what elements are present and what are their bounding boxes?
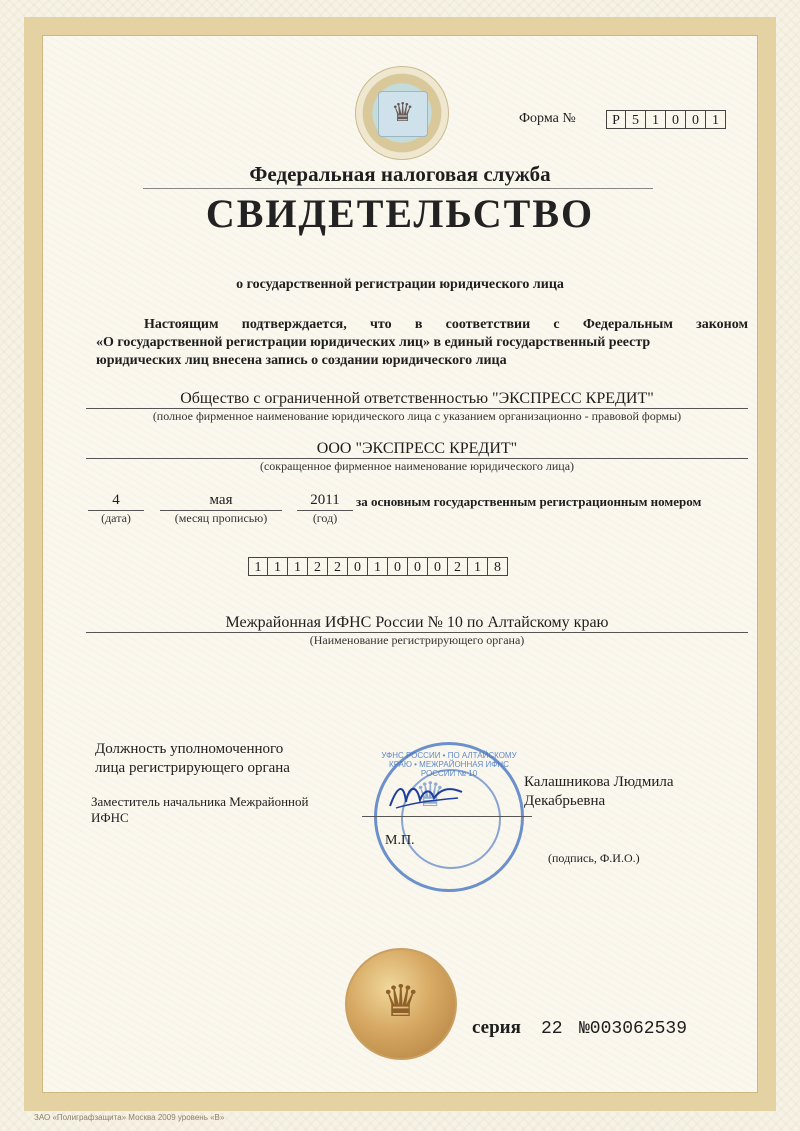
seal-place-mark: М.П.	[385, 833, 415, 848]
official-stamp	[374, 742, 524, 892]
ogrn-digit: 1	[368, 557, 388, 576]
intro-line-1: Настоящим подтверждается, что в соответствии с Федеральным законом	[144, 317, 748, 332]
ogrn-number-boxes	[248, 557, 508, 576]
short-name-caption: (сокращенное фирменное наименование юридического лица)	[259, 459, 575, 473]
ogrn-digit: 0	[428, 557, 448, 576]
registration-day: 4	[112, 492, 120, 508]
form-digit: 5	[626, 110, 646, 129]
form-digit: 0	[666, 110, 686, 129]
intro-line-2: «О государственной регистрации юридических лиц» в единый государственный реестр	[96, 335, 651, 350]
series-value: 22	[541, 1019, 563, 1039]
stamp-eagle-icon: ♛	[415, 777, 446, 814]
ogrn-digit: 1	[248, 557, 268, 576]
agency-name: Федеральная налоговая служба	[249, 162, 551, 186]
ogrn-digit: 0	[408, 557, 428, 576]
official-title-line-2: ИФНС	[91, 810, 129, 825]
printer-imprint: ЗАО «Полиграфзащита» Москва 2009 уровень «В»	[34, 1113, 225, 1122]
short-company-name: ООО "ЭКСПРЕСС КРЕДИТ"	[316, 440, 518, 457]
form-digit: Р	[606, 110, 626, 129]
ogrn-digit: 1	[288, 557, 308, 576]
form-digit: 0	[686, 110, 706, 129]
ogrn-digit: 1	[468, 557, 488, 576]
position-label-line-2: лица регистрирующего органа	[95, 760, 290, 776]
full-company-name: Общество с ограниченной ответственностью "ЭКСПРЕСС КРЕДИТ"	[180, 390, 654, 407]
ogrn-digit: 8	[488, 557, 508, 576]
form-digit: 1	[646, 110, 666, 129]
ogrn-digit: 1	[268, 557, 288, 576]
seal-eagle-icon: ♛	[381, 977, 421, 1026]
signature-icon	[386, 778, 466, 814]
serial-number: №003062539	[579, 1019, 688, 1039]
stamp-text: УФНС РОССИИ • ПО АЛТАЙСКОМУ КРАЮ • МЕЖРАЙОННАЯ ИФНС РОССИИ № 10	[381, 751, 517, 778]
month-caption: (месяц прописью)	[174, 511, 268, 525]
form-digit: 1	[706, 110, 726, 129]
authority-caption: (Наименование регистрирующего органа)	[309, 633, 525, 647]
ogrn-digit: 2	[308, 557, 328, 576]
official-name-line-1: Калашникова Людмила	[524, 774, 674, 790]
form-label: Форма №	[519, 111, 576, 126]
form-number-boxes	[606, 110, 726, 129]
intro-line-3: юридических лиц внесена запись о создании юридического лица	[96, 353, 507, 368]
ogrn-digit: 2	[448, 557, 468, 576]
gold-seal	[345, 948, 457, 1060]
year-caption: (год)	[312, 511, 338, 525]
signature-line	[362, 816, 532, 817]
eagle-icon: ♛	[391, 98, 415, 127]
emblem-hologram-icon	[355, 66, 449, 160]
regnum-text: за основным государственным регистрационным номером	[356, 494, 702, 509]
signature-caption: (подпись, Ф.И.О.)	[548, 851, 640, 865]
ogrn-digit: 0	[388, 557, 408, 576]
official-name-line-2: Декабрьевна	[524, 793, 606, 809]
day-caption: (дата)	[101, 511, 131, 525]
ogrn-digit: 2	[328, 557, 348, 576]
position-label-line-1: Должность уполномоченного	[95, 741, 284, 757]
document-subtitle: о государственной регистрации юридического лица	[236, 277, 564, 292]
registering-authority: Межрайонная ИФНС России № 10 по Алтайскому краю	[225, 614, 609, 631]
series-label: серия	[472, 1017, 521, 1038]
official-title-line-1: Заместитель начальника Межрайонной	[91, 794, 309, 809]
document-title: СВИДЕТЕЛЬСТВО	[205, 191, 595, 236]
registration-month: мая	[209, 492, 233, 508]
full-name-caption: (полное фирменное наименование юридического лица с указанием организационно - правовой формы)	[152, 409, 682, 423]
registration-year: 2011	[310, 492, 340, 508]
ogrn-digit: 0	[348, 557, 368, 576]
agency-underline	[143, 188, 653, 189]
